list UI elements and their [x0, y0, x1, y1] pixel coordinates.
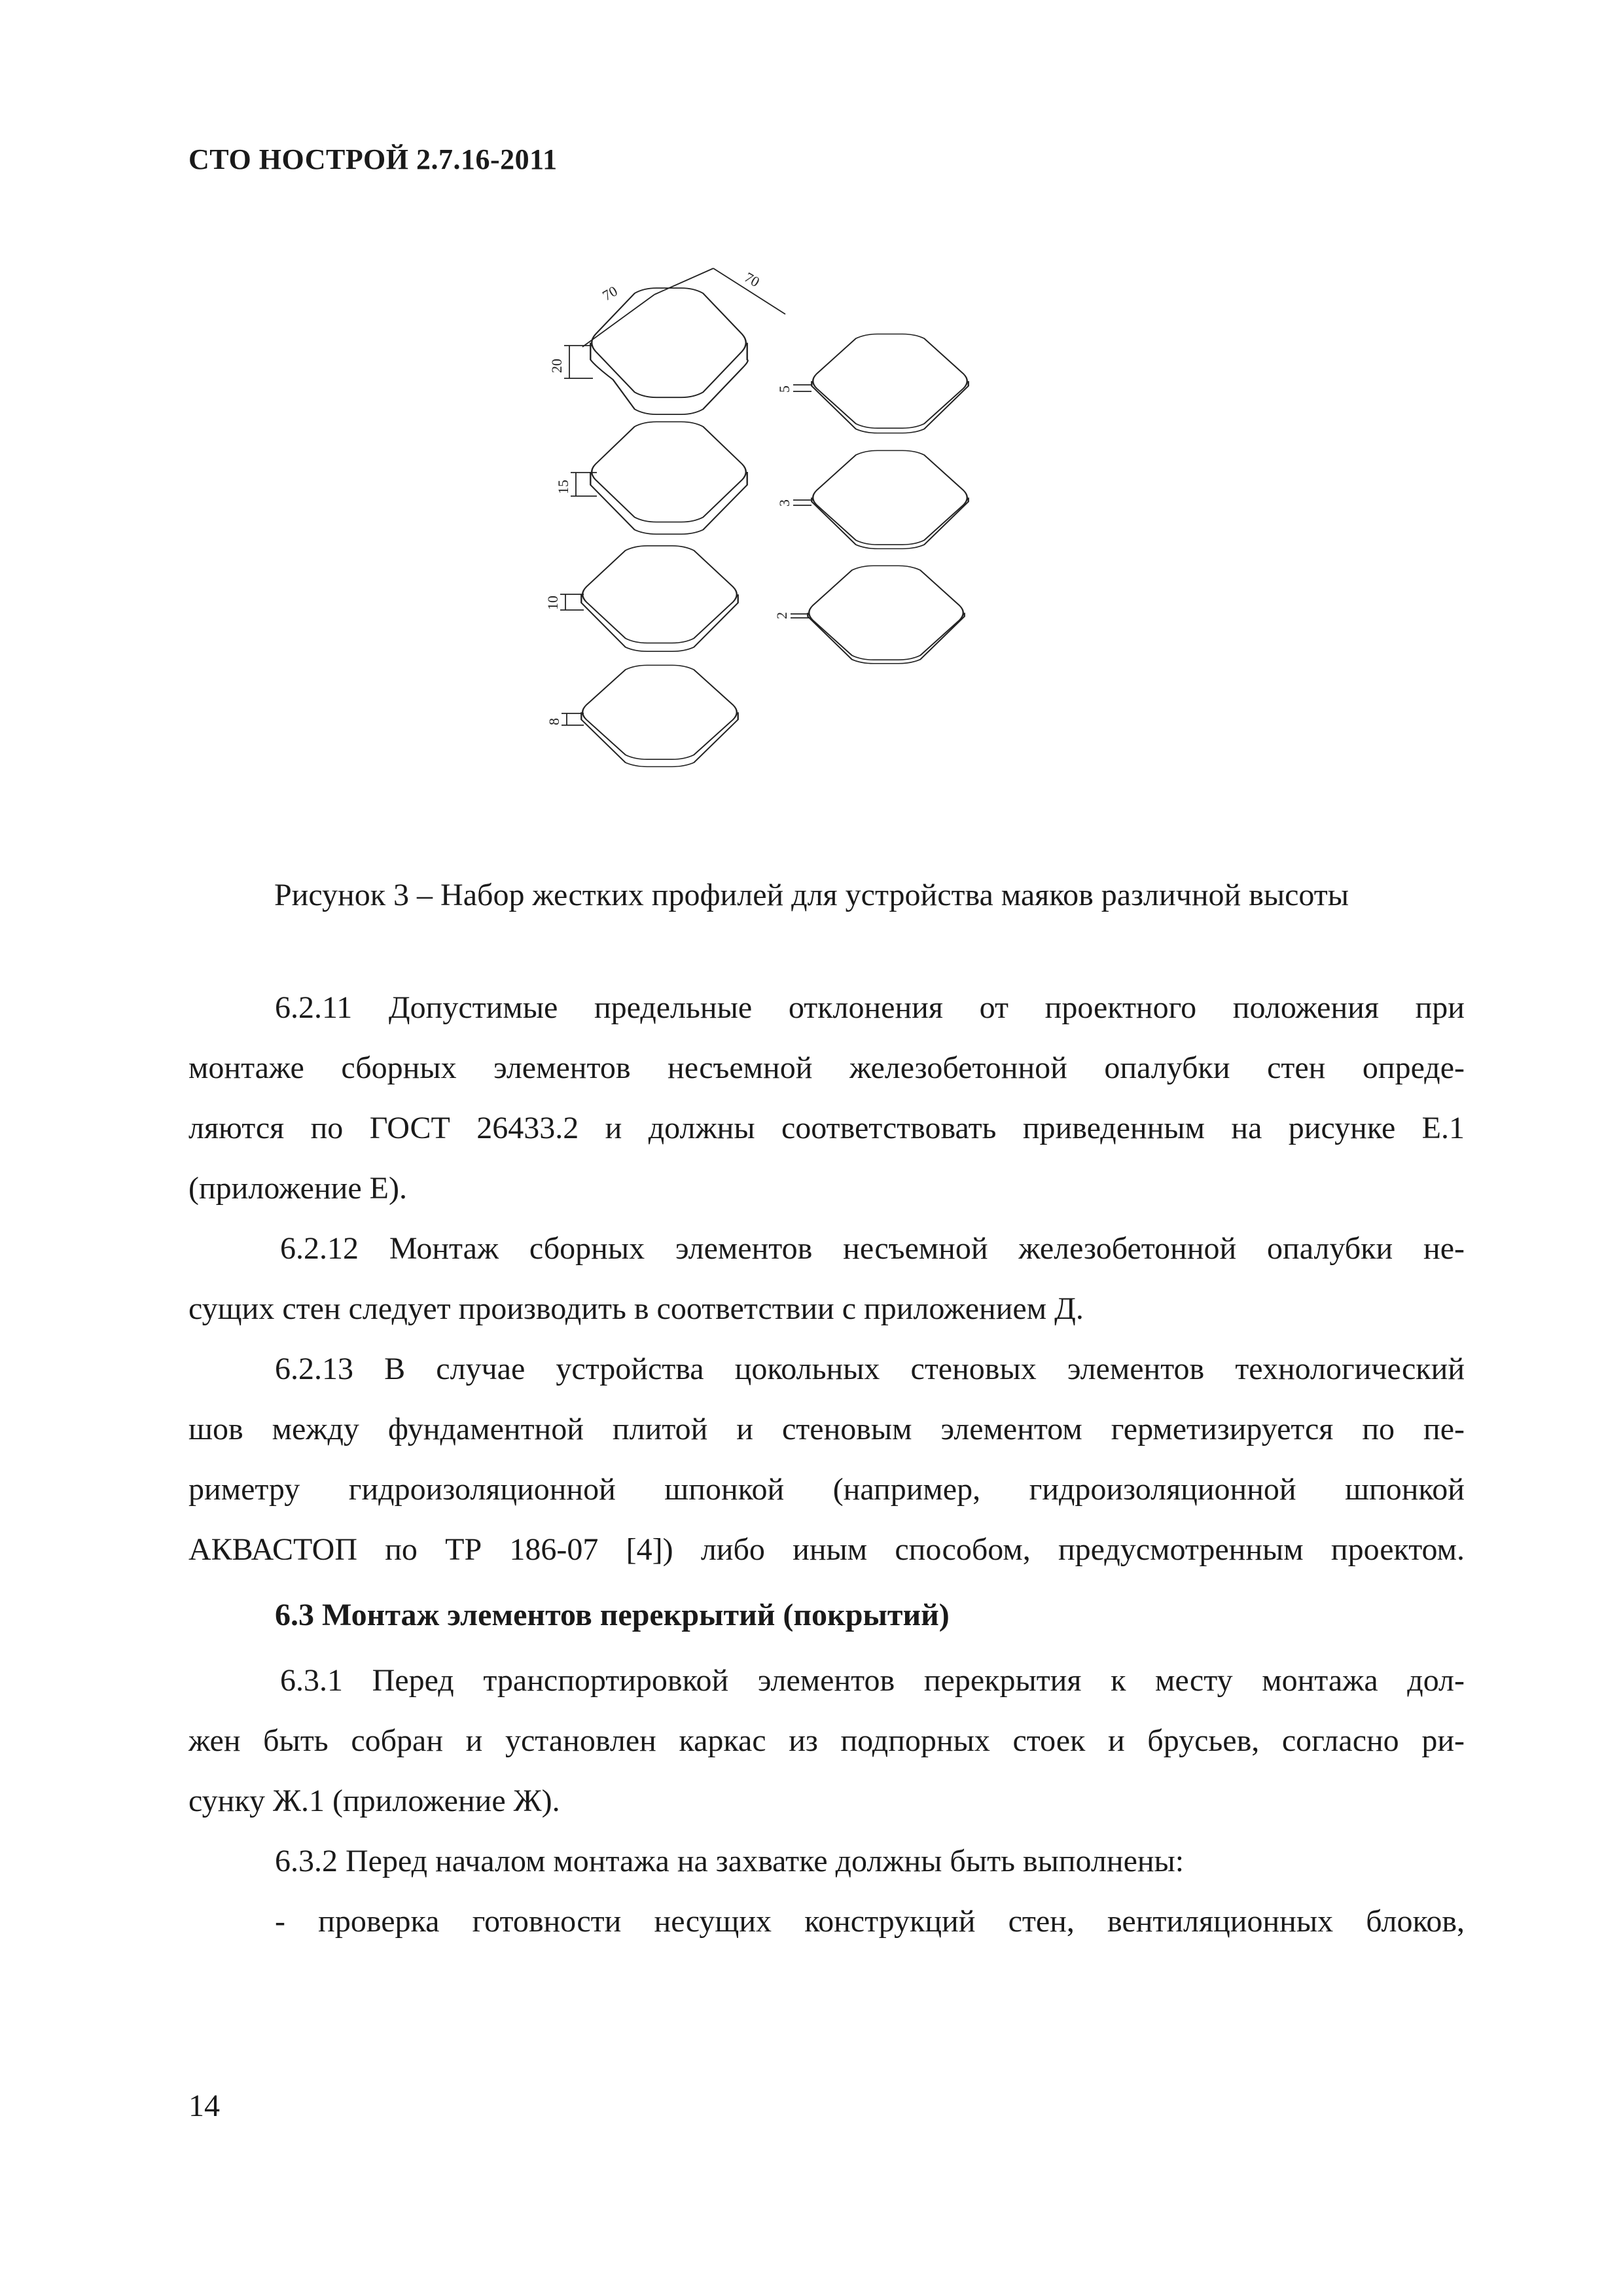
- dim-height-5: 5: [776, 386, 793, 393]
- profile-tile-8: [581, 665, 738, 766]
- paragraph-line: (приложение Е).: [188, 1171, 407, 1206]
- paragraph-line: жен быть собран и установлен каркас из подпорных стоек и брусьев, согласно ри-: [188, 1723, 1465, 1758]
- page-number: 14: [188, 2089, 220, 2123]
- profile-tile-10: [581, 546, 738, 651]
- profile-tile-15: [590, 422, 747, 534]
- paragraph-line: сущих стен следует производить в соответствии с приложением Д.: [188, 1291, 1084, 1326]
- dim-height-15: 15: [555, 480, 571, 494]
- paragraph-line: 6.2.12 Монтаж сборных элементов несъемной железобетонной опалубки не-: [280, 1231, 1465, 1266]
- figure-caption: Рисунок 3 – Набор жестких профилей для устройства маяков различной высоты: [274, 878, 1349, 912]
- profile-tile-20: [590, 288, 747, 414]
- dim-height-10: 10: [544, 596, 561, 610]
- paragraph-line: 6.2.11 Допустимые предельные отклонения от проектного положения при: [275, 990, 1465, 1025]
- dim-height-3: 3: [776, 499, 793, 507]
- dim-height-8: 8: [546, 718, 562, 725]
- paragraph-line: риметру гидроизоляционной шпонкой (например, гидроизоляционной шпонкой: [188, 1472, 1465, 1507]
- paragraph-line: 6.3.1 Перед транспортировкой элементов перекрытия к месту монтажа дол-: [280, 1663, 1465, 1698]
- profile-tile-2: [808, 565, 964, 663]
- dimension-lines: [560, 268, 812, 725]
- document-code-header: СТО НОСТРОЙ 2.7.16-2011: [188, 143, 558, 175]
- paragraph-line: 6.2.13 В случае устройства цокольных стеновых элементов технологический: [275, 1352, 1465, 1386]
- paragraph-line: ляются по ГОСТ 26433.2 и должны соответствовать приведенным на рисунке Е.1: [188, 1111, 1465, 1145]
- profiles-drawing: [544, 249, 1152, 838]
- dim-height-2: 2: [774, 612, 790, 619]
- section-heading: 6.3 Монтаж элементов перекрытий (покрытий): [275, 1598, 950, 1632]
- paragraph-line: 6.3.2 Перед началом монтажа на захватке должны быть выполнены:: [275, 1844, 1185, 1878]
- paragraph-line: монтаже сборных элементов несъемной железобетонной опалубки стен опреде-: [188, 1050, 1465, 1085]
- paragraph-line: АКВАСТОП по ТР 186-07 [4]) либо иным способом, предусмотренным проектом.: [188, 1532, 1465, 1567]
- dim-width-left: 70: [599, 282, 620, 304]
- profile-tile-3: [812, 450, 968, 548]
- paragraph-line: шов между фундаментной плитой и стеновым элементом герметизируется по пе-: [188, 1412, 1465, 1446]
- dim-height-20: 20: [548, 359, 565, 373]
- figure-rigid-profiles: [544, 249, 1152, 838]
- paragraph-line: сунку Ж.1 (приложение Ж).: [188, 1784, 560, 1818]
- dim-width-right: 70: [741, 268, 763, 291]
- list-item: - проверка готовности несущих конструкций стен, вентиляционных блоков,: [275, 1904, 1465, 1939]
- profile-tile-5: [812, 334, 968, 433]
